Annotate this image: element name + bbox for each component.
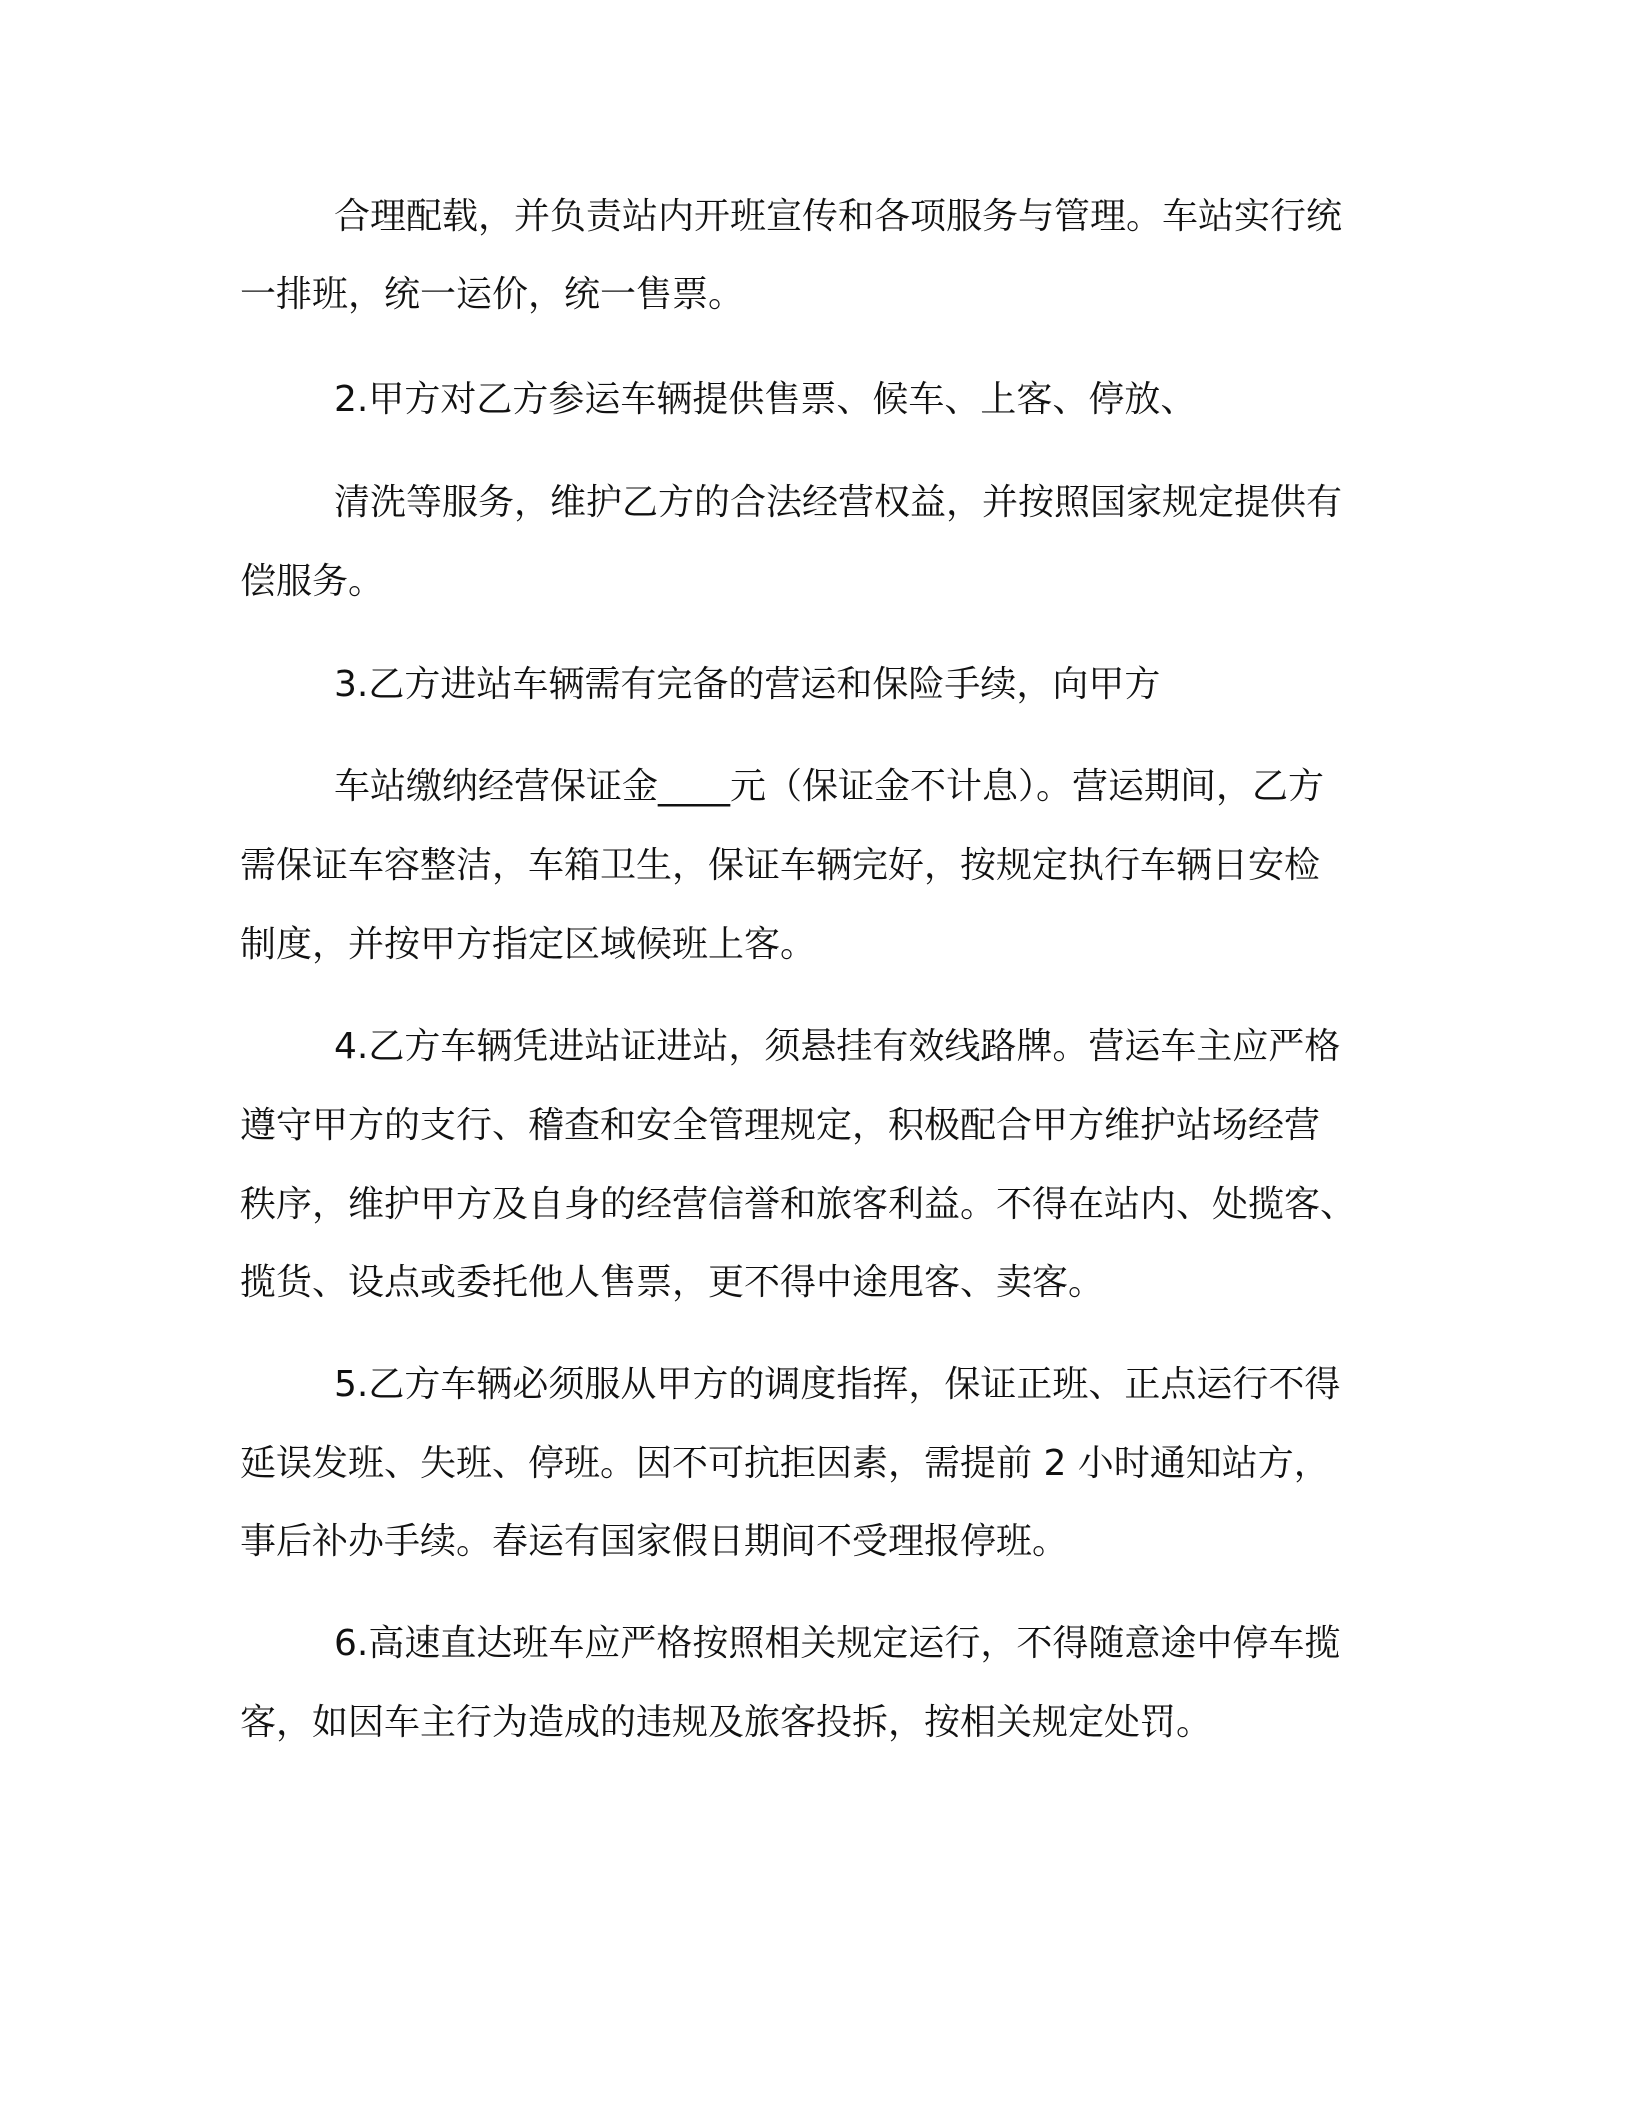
text-line: 3.乙方进站车辆需有完备的营运和保险手续，向甲方: [334, 664, 1161, 705]
text-line: 合理配载，并负责站内开班宣传和各项服务与管理。车站实行统: [334, 196, 1343, 237]
text-line: 5.乙方车辆必须服从甲方的调度指挥，保证正班、正点运行不得: [334, 1364, 1341, 1405]
text-line: 2.甲方对乙方参运车辆提供售票、候车、上客、停放、: [334, 379, 1197, 420]
text-line: 事后补办手续。春运有国家假日期间不受理报停班。: [240, 1521, 1069, 1562]
text-line: 客，如因车主行为造成的违规及旅客投拆，按相关规定处罚。: [240, 1702, 1213, 1743]
text-line: 清洗等服务，维护乙方的合法经营权益，并按照国家规定提供有: [334, 482, 1343, 523]
text-line: 车站缴纳经营保证金____元（保证金不计息）。营运期间，乙方: [334, 766, 1325, 807]
text-line: 延误发班、失班、停班。因不可抗拒因素，需提前 2 小时通知站方，: [240, 1443, 1330, 1484]
text-line: 6.高速直达班车应严格按照相关规定运行，不得随意途中停车揽: [334, 1623, 1341, 1664]
text-line: 遵守甲方的支行、稽查和安全管理规定，积极配合甲方维护站场经营: [240, 1105, 1321, 1146]
text-line: 秩序，维护甲方及自身的经营信誉和旅客利益。不得在站内、处揽客、: [240, 1184, 1357, 1225]
text-line: 一排班，统一运价，统一售票。: [240, 274, 745, 315]
text-line: 制度，并按甲方指定区域候班上客。: [240, 924, 817, 965]
text-line: 需保证车容整洁，车箱卫生，保证车辆完好，按规定执行车辆日安检: [240, 845, 1321, 886]
text-line: 偿服务。: [240, 561, 385, 602]
text-line: 4.乙方车辆凭进站证进站，须悬挂有效线路牌。营运车主应严格: [334, 1026, 1341, 1067]
text-line: 揽货、设点或委托他人售票，更不得中途甩客、卖客。: [240, 1262, 1105, 1303]
